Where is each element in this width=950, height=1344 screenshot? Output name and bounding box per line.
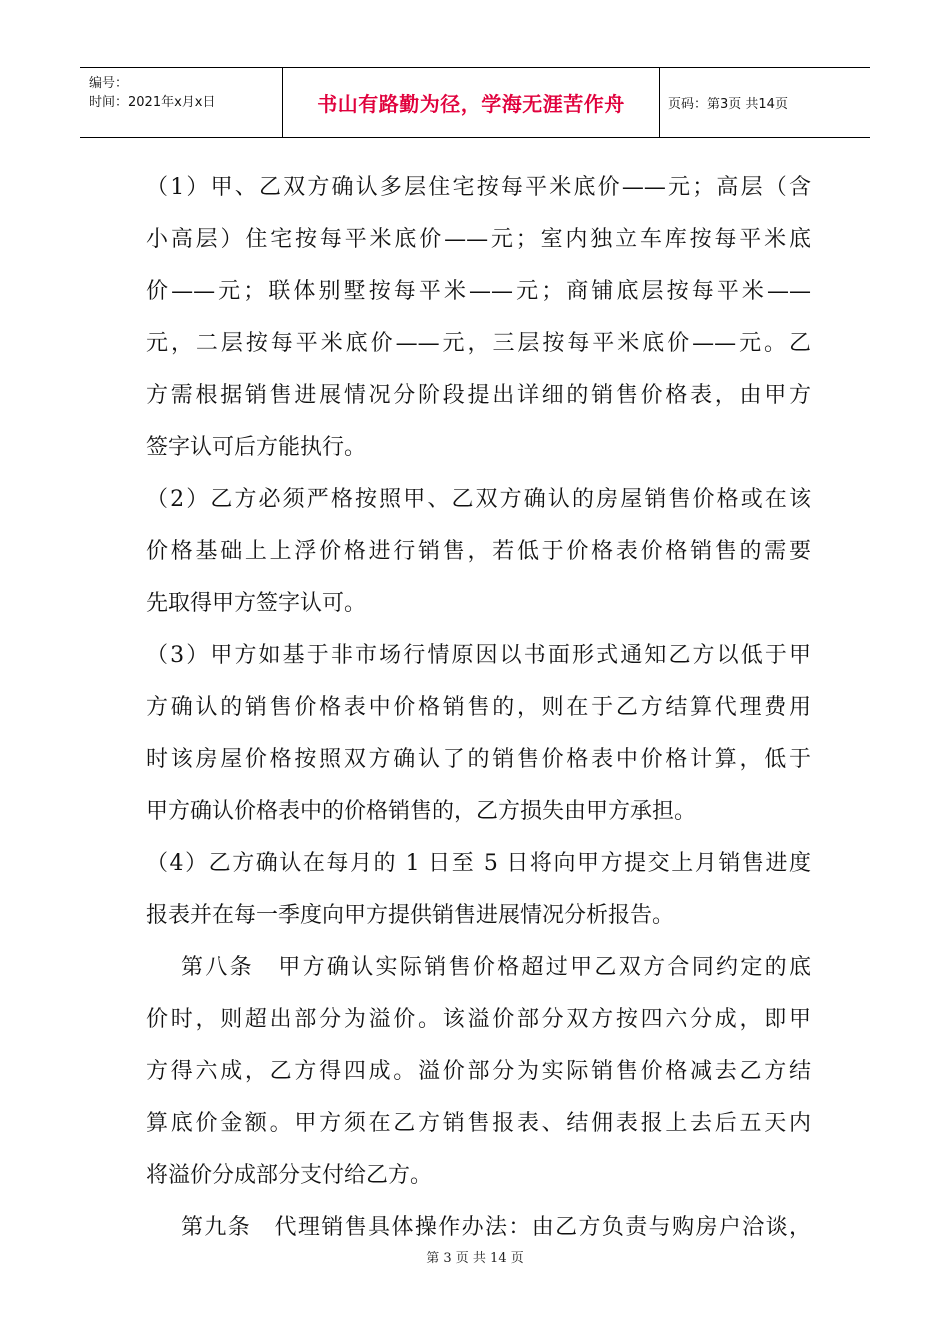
header-page-info: 页码：第3页 共14页: [668, 97, 788, 112]
text-line: 先取得甲方签字认可。: [146, 591, 367, 616]
text-line: 元，二层按每平米底价——元，三层按每平米底价——元。乙: [146, 331, 811, 356]
text-line: （1）甲、乙双方确认多层住宅按每平米底价——元；高层（含: [146, 175, 811, 200]
paragraph-1: [146, 162, 811, 474]
text-line: 算底价金额。甲方须在乙方销售报表、结佣表报上去后五天内: [146, 1111, 811, 1136]
text-line: 价格基础上上浮价格进行销售，若低于价格表价格销售的需要: [146, 539, 811, 564]
text-line: 价——元；联体别墅按每平米——元；商铺底层按每平米——: [146, 279, 811, 304]
text-line: 第九条 代理销售具体操作办法：由乙方负责与购房户洽谈，: [181, 1215, 811, 1240]
header-meta-cell: [80, 68, 283, 137]
document-body: [146, 162, 811, 1254]
text-line: 小高层）住宅按每平米底价——元；室内独立车库按每平米底: [146, 227, 811, 252]
paragraph-3: [146, 630, 811, 838]
text-line: 甲方确认价格表中的价格销售的，乙方损失由甲方承担。: [146, 799, 697, 824]
header-motto: 书山有路勤为径，学海无涯苦作舟: [283, 68, 660, 137]
text-line: 签字认可后方能执行。: [146, 435, 367, 460]
text-line: 时该房屋价格按照双方确认了的销售价格表中价格计算，低于: [146, 747, 811, 772]
article-8: [146, 942, 811, 1202]
text-line: （4）乙方确认在每月的 1 日至 5 日将向甲方提交上月销售进度: [146, 851, 811, 876]
text-line: （2）乙方必须严格按照甲、乙双方确认的房屋销售价格或在该: [146, 487, 811, 512]
number-label: 编号：: [89, 76, 129, 91]
text-line: 报表并在每一季度向甲方提供销售进展情况分析报告。: [146, 903, 675, 928]
text-line: 方确认的销售价格表中价格销售的，则在于乙方结算代理费用: [146, 695, 811, 720]
text-line: 第八条 甲方确认实际销售价格超过甲乙双方合同约定的底: [181, 955, 811, 980]
page-footer: 第 3 页 共 14 页: [426, 1251, 524, 1266]
text-line: （3）甲方如基于非市场行情原因以书面形式通知乙方以低于甲: [146, 643, 811, 668]
text-line: 将溢价分成部分支付给乙方。: [146, 1163, 433, 1188]
paragraph-2: [146, 474, 811, 630]
document-header: [80, 67, 870, 138]
text-line: 价时，则超出部分为溢价。该溢价部分双方按四六分成，即甲: [146, 1007, 811, 1032]
text-line: 方需根据销售进展情况分阶段提出详细的销售价格表，由甲方: [146, 383, 811, 408]
date-label: 时间：2021年x月x日: [89, 95, 216, 110]
paragraph-4: [146, 838, 811, 942]
text-line: 方得六成，乙方得四成。溢价部分为实际销售价格减去乙方结: [146, 1059, 811, 1084]
